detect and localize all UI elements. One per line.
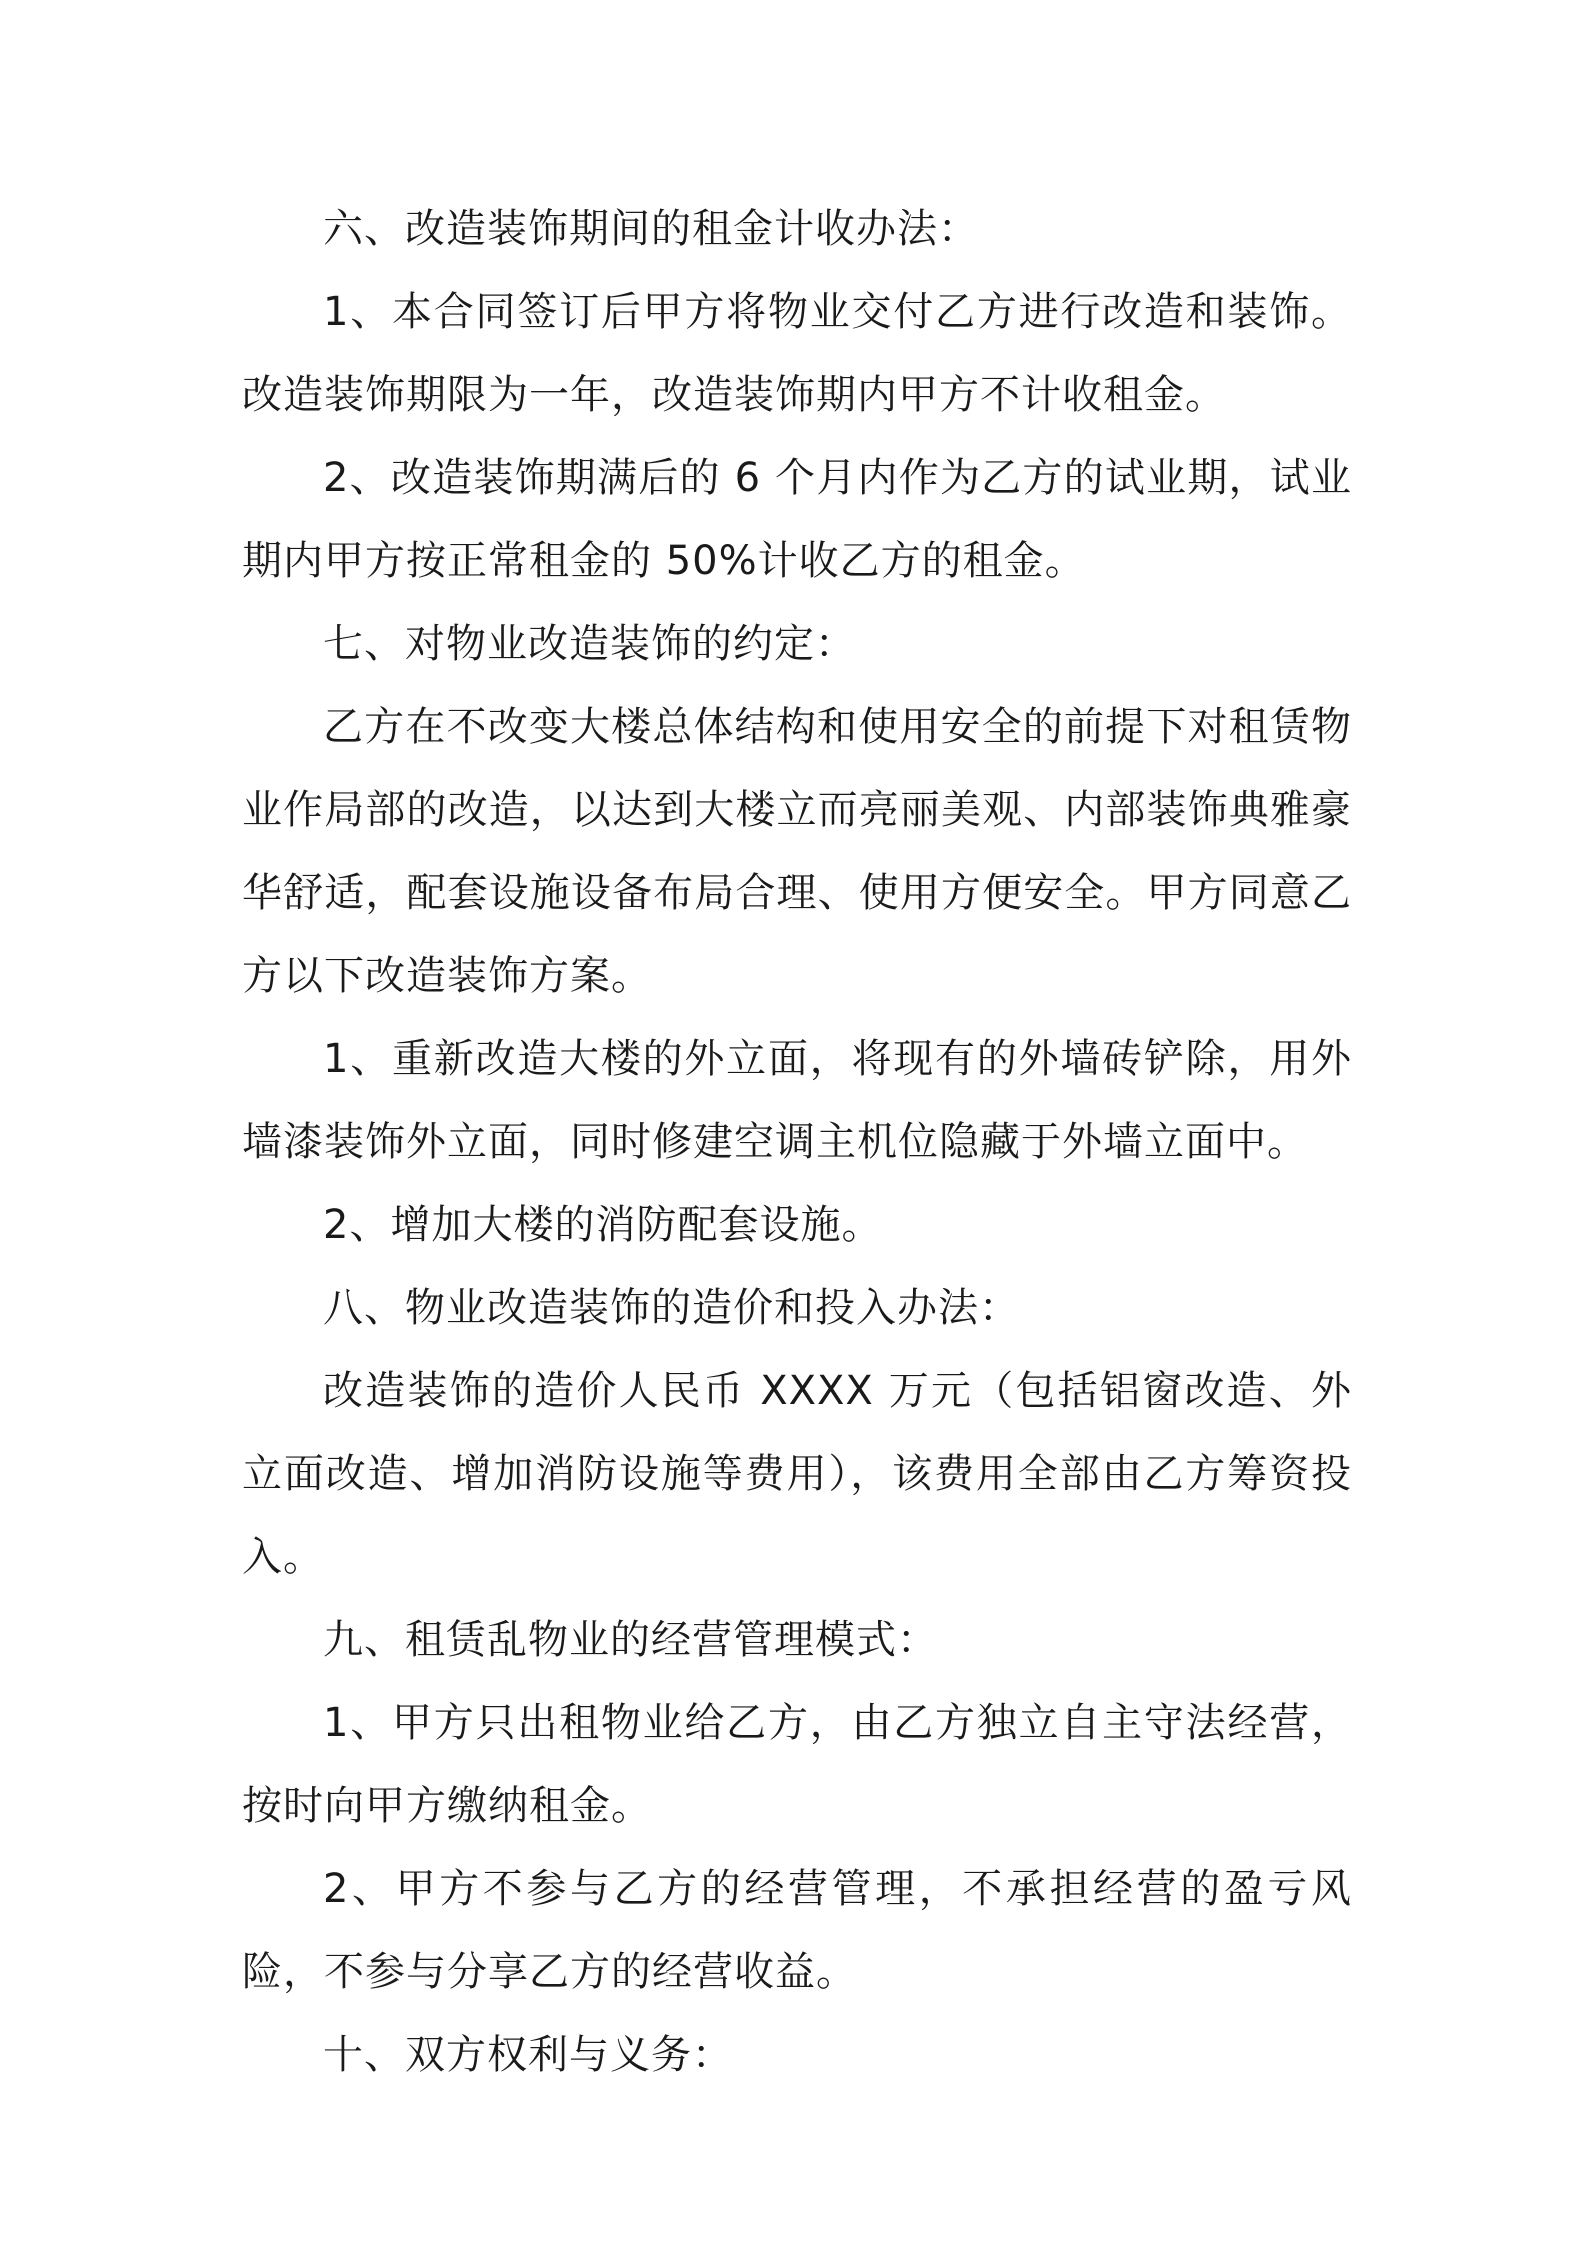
section-heading-seven: 七、对物业改造装饰的约定： xyxy=(323,621,856,667)
paragraph: 1、重新改造大楼的外立面，将现有的外墙砖铲除，用外墙漆装饰外立面，同时修建空调主机位隐藏于外墙立面中。 xyxy=(242,1036,1352,1165)
section-heading-six: 六、改造装饰期间的租金计收办法： xyxy=(323,206,979,252)
section-heading-ten: 十、双方权利与义务： xyxy=(323,2032,733,2078)
paragraph: 2、改造装饰期满后的 6 个月内作为乙方的试业期，试业期内甲方按正常租金的 50%计收乙方的租金。 xyxy=(242,455,1352,584)
section-heading-nine: 九、租赁乱物业的经营管理模式： xyxy=(323,1617,938,1663)
paragraph: 乙方在不改变大楼总体结构和使用安全的前提下对租赁物业作局部的改造，以达到大楼立而亮丽美观、内部装饰典雅豪华舒适，配套设施设备布局合理、使用方便安全。甲方同意乙方以下改造装饰方案。 xyxy=(242,704,1352,999)
paragraph: 2、甲方不参与乙方的经营管理，不承担经营的盈亏风险，不参与分享乙方的经营收益。 xyxy=(242,1866,1352,1995)
paragraph: 2、增加大楼的消防配套设施。 xyxy=(323,1202,883,1248)
paragraph: 改造装饰的造价人民币 XXXX 万元（包括铝窗改造、外立面改造、增加消防设施等费用），该费用全部由乙方筹资投入。 xyxy=(242,1368,1352,1580)
document-body xyxy=(242,188,1352,2097)
section-heading-eight: 八、物业改造装饰的造价和投入办法： xyxy=(323,1285,1020,1331)
paragraph: 1、甲方只出租物业给乙方，由乙方独立自主守法经营，按时向甲方缴纳租金。 xyxy=(242,1700,1352,1829)
paragraph: 1、本合同签订后甲方将物业交付乙方进行改造和装饰。改造装饰期限为一年，改造装饰期内甲方不计收租金。 xyxy=(242,289,1352,418)
